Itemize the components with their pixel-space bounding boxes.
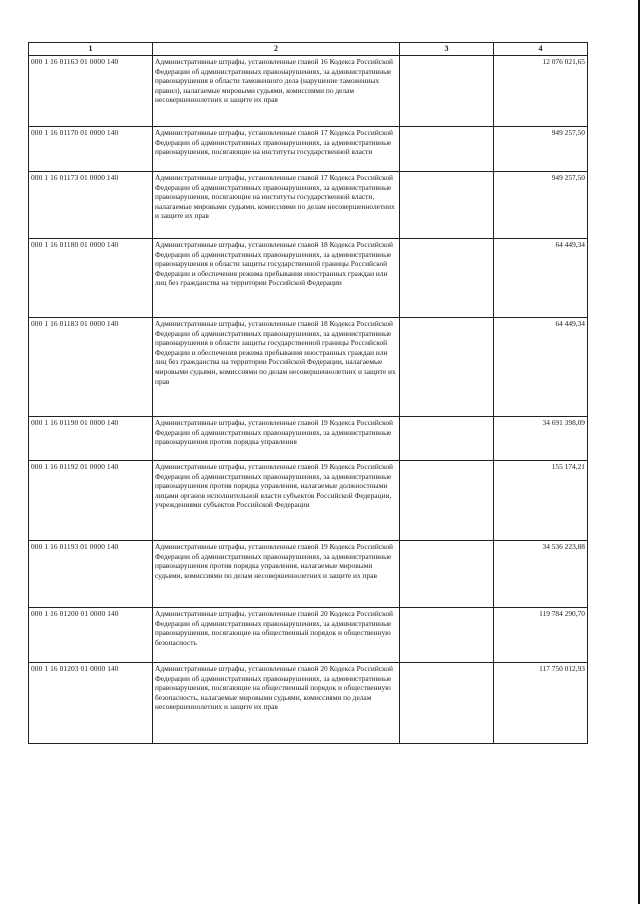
empty-cell bbox=[400, 461, 494, 541]
description-cell: Административные штрафы, установленные главой 17 Кодекса Российской Федерации об административных правонарушениях, за административные правонарушения, посягающие на институты государственной власти bbox=[153, 127, 400, 172]
column-header-description: 2 bbox=[153, 43, 400, 56]
amount-cell: 155 174,21 bbox=[494, 461, 588, 541]
empty-cell bbox=[400, 608, 494, 663]
table-row bbox=[29, 127, 588, 172]
amount-cell: 34 536 223,88 bbox=[494, 541, 588, 608]
budget-code-cell: 000 1 16 01183 01 0000 140 bbox=[29, 318, 153, 417]
description-cell: Административные штрафы, установленные главой 18 Кодекса Российской Федерации об административных правонарушениях, за административные правонарушения в области защиты государственной границы Российской Федерации и обеспечения режима пребывания иностранных граждан или лиц без гражданства на территории Российской Федерации, налагаемые мировыми судьями, комиссиями по делам несовершеннолетних и защите их прав bbox=[153, 318, 400, 417]
amount-cell: 34 691 398,09 bbox=[494, 417, 588, 461]
table-row bbox=[29, 663, 588, 744]
budget-code-cell: 000 1 16 01193 01 0000 140 bbox=[29, 541, 153, 608]
amount-cell: 12 076 021,65 bbox=[494, 56, 588, 127]
amount-cell: 64 449,34 bbox=[494, 318, 588, 417]
description-cell: Административные штрафы, установленные главой 16 Кодекса Российской Федерации об административных правонарушениях, за административные правонарушения в области таможенного дела (нарушение таможенных правил), налагаемые мировыми судьями, комиссиями по делам несовершеннолетних и защите их прав bbox=[153, 56, 400, 127]
empty-cell bbox=[400, 239, 494, 318]
budget-code-cell: 000 1 16 01192 01 0000 140 bbox=[29, 461, 153, 541]
description-cell: Административные штрафы, установленные главой 17 Кодекса Российской Федерации об административных правонарушениях, за административные правонарушения, посягающие на институты государственной власти, налагаемые мировыми судьями, комиссиями по делам несовершеннолетних и защите их прав bbox=[153, 172, 400, 239]
amount-cell: 949 257,50 bbox=[494, 172, 588, 239]
amount-cell: 119 784 290,70 bbox=[494, 608, 588, 663]
description-cell: Административные штрафы, установленные главой 19 Кодекса Российской Федерации об административных правонарушениях, за административные правонарушения против порядка управления, налагаемые мировыми судьями, комиссиями по делам несовершеннолетних и защите их прав bbox=[153, 541, 400, 608]
amount-cell: 117 750 012,93 bbox=[494, 663, 588, 744]
budget-code-cell: 000 1 16 01163 01 0000 140 bbox=[29, 56, 153, 127]
empty-cell bbox=[400, 663, 494, 744]
description-cell: Административные штрафы, установленные главой 19 Кодекса Российской Федерации об административных правонарушениях, за административные правонарушения против порядка управления bbox=[153, 417, 400, 461]
table-row bbox=[29, 318, 588, 417]
budget-code-cell: 000 1 16 01190 01 0000 140 bbox=[29, 417, 153, 461]
empty-cell bbox=[400, 56, 494, 127]
empty-cell bbox=[400, 127, 494, 172]
column-header-code: 1 bbox=[29, 43, 153, 56]
budget-code-cell: 000 1 16 01200 01 0000 140 bbox=[29, 608, 153, 663]
budget-code-cell: 000 1 16 01180 01 0000 140 bbox=[29, 239, 153, 318]
description-cell: Административные штрафы, установленные главой 19 Кодекса Российской Федерации об административных правонарушениях, за административные правонарушения против порядка управления, налагаемые должностными лицами органов исполнительной власти субъектов Российской Федерации, учреждениями субъектов Российской Федерации bbox=[153, 461, 400, 541]
table-row bbox=[29, 541, 588, 608]
table-header-row bbox=[29, 43, 588, 56]
budget-code-cell: 000 1 16 01170 01 0000 140 bbox=[29, 127, 153, 172]
empty-cell bbox=[400, 318, 494, 417]
revenue-table bbox=[28, 42, 588, 744]
description-cell: Административные штрафы, установленные главой 20 Кодекса Российской Федерации об административных правонарушениях, за административные правонарушения, посягающие на общественный порядок и общественную безопасность bbox=[153, 608, 400, 663]
empty-cell bbox=[400, 541, 494, 608]
amount-cell: 64 449,34 bbox=[494, 239, 588, 318]
table-row bbox=[29, 172, 588, 239]
budget-code-cell: 000 1 16 01203 01 0000 140 bbox=[29, 663, 153, 744]
budget-code-cell: 000 1 16 01173 01 0000 140 bbox=[29, 172, 153, 239]
table-row bbox=[29, 417, 588, 461]
table-row bbox=[29, 608, 588, 663]
empty-cell bbox=[400, 417, 494, 461]
column-header-3: 3 bbox=[400, 43, 494, 56]
table-row bbox=[29, 461, 588, 541]
table-row bbox=[29, 239, 588, 318]
table-row bbox=[29, 56, 588, 127]
column-header-amount: 4 bbox=[494, 43, 588, 56]
amount-cell: 949 257,50 bbox=[494, 127, 588, 172]
description-cell: Административные штрафы, установленные главой 20 Кодекса Российской Федерации об административных правонарушениях, за административные правонарушения, посягающие на общественный порядок и общественную безопасность, налагаемые мировыми судьями, комиссиями по делам несовершеннолетних и защите их прав bbox=[153, 663, 400, 744]
empty-cell bbox=[400, 172, 494, 239]
description-cell: Административные штрафы, установленные главой 18 Кодекса Российской Федерации об административных правонарушениях, за административные правонарушения в области защиты государственной границы Российской Федерации и обеспечения режима пребывания иностранных граждан или лиц без гражданства на территории Российской Федерации bbox=[153, 239, 400, 318]
